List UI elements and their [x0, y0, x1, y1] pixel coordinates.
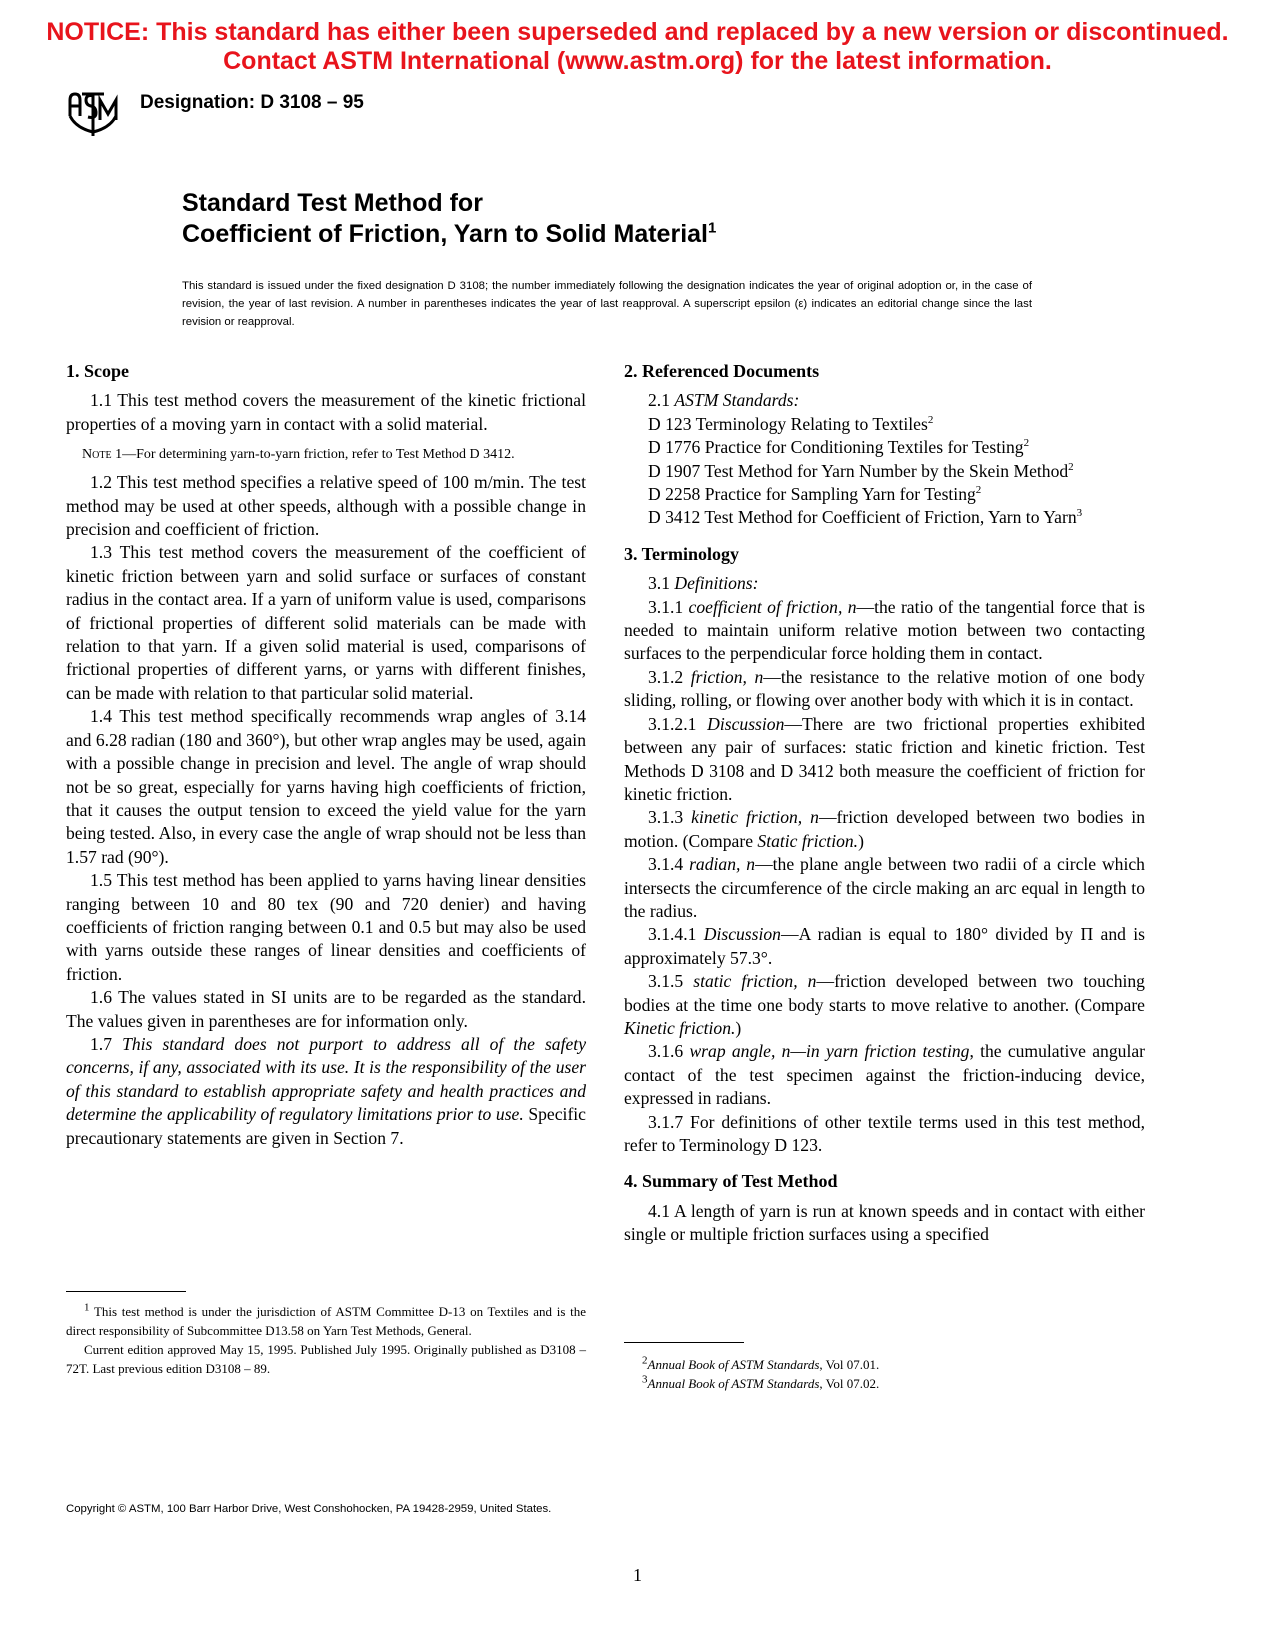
title-footnote-mark: 1 — [708, 219, 717, 237]
list-item — [648, 483, 1145, 506]
footnote-volume: , Vol 07.01. — [819, 1357, 880, 1372]
astm-logo-icon — [66, 86, 124, 138]
paragraph-1-7 — [66, 1033, 586, 1150]
definition-number: 3.1.3 — [648, 807, 692, 828]
paragraph-4-1: 4.1 A length of yarn is run at known speeds and in contact with either single or multiple friction surfaces using a specified — [624, 1200, 1145, 1245]
reference-text: D 1776 Practice for Conditioning Textiles for Testing — [648, 437, 1024, 458]
copyright-line: Copyright © ASTM, 100 Barr Harbor Drive, West Conshohocken, PA 19428-2959, United States. — [66, 1503, 552, 1515]
paragraph-1-7-rest: Specific precautionary statements are given in Section 7. — [66, 1104, 586, 1148]
supersession-notice — [0, 18, 1275, 76]
definitions-number: 3.1 — [648, 573, 675, 594]
page-number: 1 — [633, 1565, 642, 1585]
reference-footnote-mark: 2 — [927, 413, 934, 426]
definition-3-1-1 — [624, 596, 1145, 666]
footnote-volume: , Vol 07.02. — [819, 1376, 880, 1391]
designation: Designation: D 3108 – 95 — [140, 92, 364, 113]
definition-text: —friction developed between two touching bodies at the time one body starts to move relative to another. (Compare — [624, 971, 1145, 1015]
paragraph-1-5: 1.5 This test method has been applied to yarns having linear densities ranging between 10 and 80 tex (90 and 720 denier) and having coefficients of friction ranging between 0.1 and 0.5 but may also be used with yarns outside these ranges of linear densities and coefficients of friction. — [66, 870, 586, 984]
definition-text: —There are two frictional properties exhibited between any pair of surfaces: static friction and kinetic friction. Test Methods D 3108 and D 3412 both measure the coefficient of friction for kinetic friction. — [624, 713, 1146, 804]
definition-cross-reference: Static friction. — [757, 830, 859, 851]
note-label: Note — [82, 447, 112, 463]
reference-footnote-mark: 2 — [1023, 437, 1030, 450]
definition-term: Discussion — [703, 924, 781, 945]
definition-cross-reference: Kinetic friction. — [624, 1017, 736, 1038]
definition-number: 3.1.4.1 — [648, 924, 704, 945]
list-item — [648, 506, 1145, 529]
definition-3-1-2 — [624, 666, 1145, 713]
definition-text: , the cumulative angular contact of the test specimen against the friction-inducing device, expressed in radians. — [624, 1041, 1145, 1109]
footnote-divider-left — [66, 1291, 186, 1292]
footnote-mark: 1 — [84, 1301, 90, 1314]
reference-text: D 2258 Practice for Sampling Yarn for Testing — [648, 484, 976, 505]
definitions-label — [624, 572, 1145, 595]
astm-standards-text: ASTM Standards: — [674, 390, 800, 411]
definitions-text: Definitions: — [674, 573, 759, 594]
definition-term: kinetic friction, n — [691, 807, 819, 828]
paragraph-1-7-number: 1.7 — [90, 1033, 123, 1054]
definition-text: —the ratio of the tangential force that is needed to maintain uniform relative motion between two contacting surfaces to the perpendicular force holding them in contact. — [624, 596, 1145, 664]
definition-text: —the plane angle between two radii of a circle which intersects the circumference of the circle making an arc equal in length to the radius. — [624, 854, 1145, 921]
section-heading-referenced-documents: 2. Referenced Documents — [624, 361, 820, 381]
definition-text: —A radian is equal to 180° divided by Π and is approximately 57.3°. — [624, 924, 1145, 968]
note-text: 1—For determining yarn-to-yarn friction, refer to Test Method D 3412. — [111, 447, 515, 463]
definition-number: 3.1.5 — [648, 971, 694, 992]
definition-text: —the resistance to the relative motion of one body sliding, rolling, or flowing over another body with which it is in contact. — [624, 666, 1145, 711]
paragraph-1-1: 1.1 This test method covers the measurement of the kinetic frictional properties of a moving yarn in contact with a solid material. — [66, 390, 586, 434]
definition-3-1-7: 3.1.7 For definitions of other textile terms used in this test method, refer to Terminology D 123. — [624, 1111, 1145, 1155]
notice-line-1: NOTICE: This standard has either been superseded and replaced by a new version or discontinued. — [46, 18, 1229, 46]
definition-3-1-2-1 — [624, 713, 1145, 807]
section-heading-scope: 1. Scope — [66, 361, 129, 381]
definition-term: wrap angle, n—in yarn friction testing — [689, 1041, 970, 1062]
footnote-1-edition: Current edition approved May 15, 1995. Published July 1995. Originally published as D3108 – 72T. Last previous edition D3108 – 89. — [66, 1342, 586, 1376]
definition-number: 3.1.2 — [648, 666, 691, 687]
footnote-3 — [624, 1374, 1145, 1393]
paragraph-1-2: 1.2 This test method specifies a relative speed of 100 m/min. The test method may be used at other speeds, although with a possible change in precision and coefficient of friction. — [66, 472, 586, 540]
left-column — [66, 360, 586, 1150]
footnote-mark: 2 — [642, 1354, 648, 1367]
definition-number: 3.1.6 — [648, 1041, 690, 1062]
definition-term: radian, n — [689, 854, 756, 875]
footnotes-right — [624, 1355, 1145, 1393]
footnote-source: Annual Book of ASTM Standards — [647, 1376, 820, 1391]
note-1 — [66, 445, 586, 464]
safety-statement: This standard does not purport to address all of the safety concerns, if any, associated with its use. It is the responsibility of the user of this standard to establish appropriate safety and health practices and determine the applicability of regulatory limitations prior to use. — [66, 1033, 587, 1125]
definition-number: 3.1.4 — [648, 854, 690, 875]
issuance-statement: This standard is issued under the fixed designation D 3108; the number immediately following the designation indicates the year of original adoption or, in the case of revision, the year of last revision. A number in parentheses indicates the year of last reapproval. A superscript epsilon (ε) indicates an editorial change since the last revision or reapproval. — [182, 280, 1032, 328]
definition-3-1-5 — [624, 970, 1145, 1040]
footnote-text: This test method is under the jurisdiction of ASTM Committee D-13 on Textiles and is the direct responsibility of Subcommittee D13.58 on Yarn Test Methods, General. — [66, 1304, 586, 1338]
definition-term: Discussion — [707, 713, 785, 734]
definition-term: coefficient of friction, n — [688, 596, 857, 617]
referenced-standards-list — [624, 413, 1145, 530]
footnote-1 — [66, 1302, 586, 1340]
title-line-1: Standard Test Method for — [182, 189, 483, 217]
definition-text-end: ) — [858, 830, 864, 851]
reference-text: D 3412 Test Method for Coefficient of Friction, Yarn to Yarn — [648, 507, 1077, 528]
definition-number: 3.1.1 — [648, 596, 689, 617]
definition-3-1-4 — [624, 853, 1145, 923]
notice-line-2: Contact ASTM International (www.astm.org) for the latest information. — [223, 47, 1052, 75]
reference-text: D 1907 Test Method for Yarn Number by the Skein Method — [648, 460, 1069, 481]
document-title — [182, 188, 716, 250]
paragraph-1-6: 1.6 The values stated in SI units are to be regarded as the standard. The values given in parentheses are for information only. — [66, 987, 586, 1031]
list-item — [648, 436, 1145, 459]
footnote-source: Annual Book of ASTM Standards — [647, 1357, 820, 1372]
definition-3-1-3 — [624, 806, 1145, 853]
reference-text: D 123 Terminology Relating to Textiles — [648, 413, 928, 434]
list-item — [648, 460, 1145, 483]
right-column — [624, 360, 1145, 1247]
title-line-2-text: Coefficient of Friction, Yarn to Solid Material — [182, 220, 708, 248]
footnotes-left — [66, 1302, 586, 1378]
footnote-2 — [624, 1355, 1145, 1374]
definition-3-1-6 — [624, 1040, 1145, 1110]
reference-footnote-mark: 2 — [1068, 460, 1074, 473]
footnote-mark: 3 — [642, 1373, 648, 1386]
definition-number: 3.1.2.1 — [648, 713, 708, 734]
reference-footnote-mark: 3 — [1076, 507, 1083, 520]
definition-text-end: ) — [735, 1017, 742, 1038]
title-line-2 — [182, 219, 716, 250]
paragraph-1-4: 1.4 This test method specifically recommends wrap angles of 3.14 and 6.28 radian (180 and 360°), but other wrap angles may be used, again with a possible change in precision and level. The angle of wrap should not be so great, especially for yarns having high coefficients of friction, that it causes the output tension to exceed the yield value for the yarn being tested. Also, in every case the angle of wrap should not be less than 1.57 rad (90°). — [66, 706, 586, 867]
section-heading-summary: 4. Summary of Test Method — [624, 1171, 838, 1192]
footnote-divider-right — [624, 1342, 744, 1343]
astm-standards-label — [624, 389, 1145, 412]
definition-term: friction, n — [690, 666, 764, 687]
paragraph-1-3: 1.3 This test method covers the measurement of the coefficient of kinetic friction between yarn and solid surface or surfaces of constant radius in the contact area. If a yarn of uniform value is used, comparisons of frictional properties of different solid materials can be made with relation to that yarn. If a given solid material is used, comparisons of frictional properties of different yarns, or yarns with different finishes, can be made with relation to that particular solid material. — [66, 542, 586, 703]
astm-standards-number: 2.1 — [648, 390, 675, 411]
definition-text: —friction developed between two bodies in motion. (Compare — [624, 807, 1145, 851]
definition-term: static friction, n — [693, 971, 817, 992]
reference-footnote-mark: 2 — [975, 484, 982, 497]
section-heading-terminology: 3. Terminology — [624, 543, 740, 564]
definition-3-1-4-1 — [624, 923, 1145, 970]
list-item — [648, 413, 1145, 436]
